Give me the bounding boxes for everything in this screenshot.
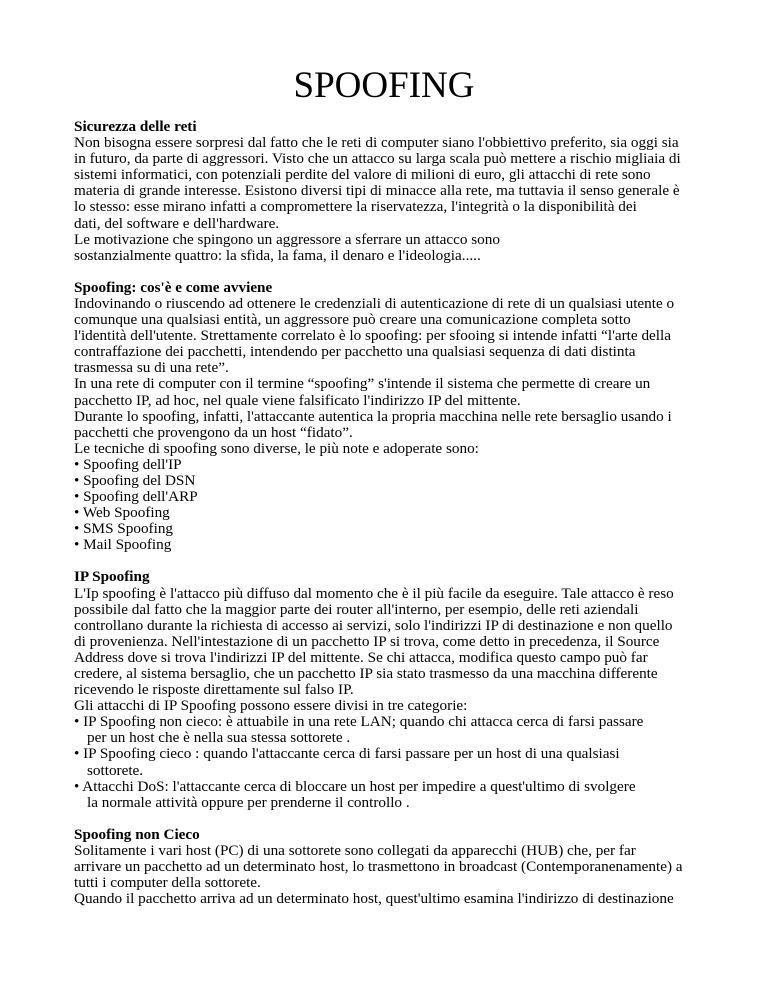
list-item: • Spoofing del DSN — [74, 471, 196, 489]
section-heading-spoofing-non-cieco: Spoofing non Cieco — [74, 825, 200, 843]
section-spacer — [74, 264, 714, 280]
paragraph-line: comunque una qualsiasi entità, un aggressore può creare una comunicazione completa sotto — [74, 311, 631, 329]
paragraph-line: Indovinando o riuscendo ad ottenere le credenziali di autenticazione di rete di un qualsiasi utente o — [74, 294, 675, 312]
paragraph-line: possibile dal fatto che la maggior parte dei router all'interno, per esempio, delle reti aziendali — [74, 600, 639, 618]
list-item-continuation: sottorete. — [87, 761, 144, 779]
paragraph-line: sistemi informatici, con potenziali perdite del valore di milioni di euro, gli attacchi di rete sono — [74, 166, 651, 184]
paragraph-line: l'identità dell'utente. Strettamente correlato è lo spoofing: per sfooing si intende infatti “l'arte della — [74, 327, 671, 345]
list-item: • Web Spoofing — [74, 504, 170, 522]
paragraph-line: Gli attacchi di IP Spoofing possono essere divisi in tre categorie: — [74, 697, 468, 715]
paragraph-line: dati, del software e dell'hardware. — [74, 214, 280, 232]
page-title: SPOOFING — [293, 65, 475, 106]
paragraph-line: Le motivazione che spingono un aggressore a sferrare un attacco sono — [74, 230, 500, 248]
list-item: • IP Spoofing non cieco: è attuabile in una rete LAN; quando chi attacca cerca di farsi passare — [74, 713, 644, 731]
paragraph-line: ricevendo le risposte direttamente sul falso IP. — [74, 681, 354, 699]
section-heading-ip-spoofing: IP Spoofing — [74, 568, 150, 586]
section-spacer — [74, 811, 714, 827]
paragraph-line: di provenienza. Nell'intestazione di un pacchetto IP si trova, come detto in precedenza, il Source — [74, 632, 660, 650]
paragraph-line: trasmessa su di una rete”. — [74, 359, 229, 377]
list-item: • Attacchi DoS: l'attaccante cerca di bloccare un host per impedire a quest'ultimo di svolgere — [74, 777, 636, 795]
paragraph-line: In una rete di computer con il termine “spoofing” s'intende il sistema che permette di creare un — [74, 375, 651, 393]
section-heading-sicurezza: Sicurezza delle reti — [74, 118, 197, 135]
paragraph-line: Address dove si trova l'indirizzi IP del mittente. Se chi attacca, modifica questo campo può far — [74, 648, 648, 666]
paragraph-line: in futuro, da parte di aggressori. Visto che un attacco su larga scala può mettere a rischio migliaia di — [74, 150, 681, 168]
paragraph-line: contraffazione dei pacchetti, intendendo per pacchetto una qualsiasi sequenza di dati distinta — [74, 343, 636, 361]
paragraph-line: Quando il pacchetto arriva ad un determinato host, quest'ultimo esamina l'indirizzo di destinazione — [74, 890, 674, 908]
paragraph-line: Solitamente i vari host (PC) di una sottorete sono collegati da apparecchi (HUB) che, per far — [74, 841, 636, 859]
paragraph-line: lo stesso: esse mirano infatti a compromettere la riservatezza, l'integrità o la disponibilità dei — [74, 198, 637, 216]
section-heading-spoofing: Spoofing: cos'è e come avviene — [74, 278, 273, 296]
list-item-continuation: la normale attività oppure per prenderne il controllo . — [87, 793, 410, 811]
paragraph-line: Durante lo spoofing, infatti, l'attaccante autentica la propria macchina nelle rete bersaglio usando i — [74, 407, 672, 425]
list-item: • Spoofing dell'ARP — [74, 488, 198, 506]
paragraph-line: materia di grande interesse. Esistono diversi tipi di minacce alla rete, ma tuttavia il senso generale è — [74, 182, 680, 200]
list-item: • SMS Spoofing — [74, 520, 174, 538]
paragraph-line: controllano durante la richiesta di accesso ai servizi, solo l'indirizzi IP di destinazione e non quello — [74, 616, 673, 634]
list-item: • Spoofing dell'IP — [74, 455, 182, 473]
list-item-continuation: per un host che è nella sua stessa sottorete . — [87, 729, 351, 747]
document-body — [74, 119, 714, 907]
paragraph-line: Le tecniche di spoofing sono diverse, le più note e adoperate sono: — [74, 439, 479, 457]
paragraph-line: sostanzialmente quattro: la sfida, la fama, il denaro e l'ideologia..... — [74, 246, 481, 264]
list-item: • IP Spoofing cieco : quando l'attaccante cerca di farsi passare per un host di una qualsiasi — [74, 745, 620, 763]
paragraph-line: pacchetto IP, ad hoc, nel quale viene falsificato l'indirizzo IP del mittente. — [74, 391, 521, 409]
paragraph-line: Non bisogna essere sorpresi dal fatto che le reti di computer siano l'obbiettivo preferito, sia oggi sia — [74, 134, 679, 152]
paragraph-line: L'Ip spoofing è l'attacco più diffuso dal momento che è il più facile da eseguire. Tale attacco è reso — [74, 584, 674, 602]
paragraph-line: pacchetti che provengono da un host “fidato”. — [74, 423, 353, 441]
list-item: • Mail Spoofing — [74, 536, 172, 554]
paragraph-line: arrivare un pacchetto ad un determinato host, lo trasmettono in broadcast (Contemporanenamente) a — [74, 858, 683, 876]
paragraph-line: credere, al sistema bersaglio, che un pacchetto IP sia stato trasmesso da una macchina differente — [74, 665, 658, 682]
paragraph-line: tutti i computer della sottorete. — [74, 874, 261, 892]
section-spacer — [74, 553, 714, 569]
